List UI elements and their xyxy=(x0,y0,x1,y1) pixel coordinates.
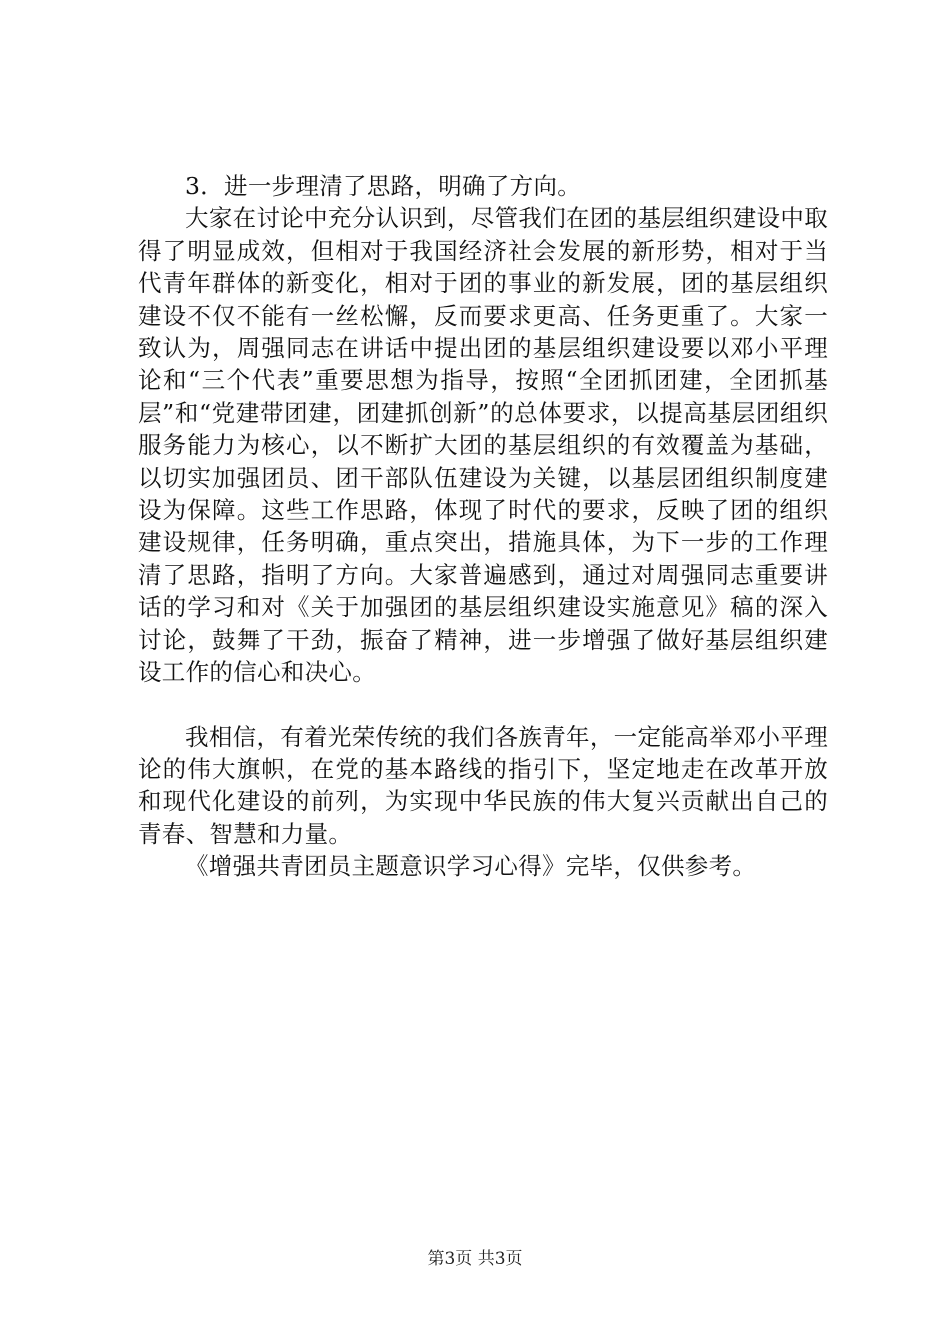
document-body xyxy=(138,170,828,883)
section-heading: 3．进一步理清了思路，明确了方向。 xyxy=(185,172,582,200)
paragraph-discussion: 大家在讨论中充分认识到，尽管我们在团的基层组织建设中取得了明显成效，但相对于我国经济社会发展的新形势，相对于当代青年群体的新变化，相对于团的事业的新发展，团的基层组织建设不仅不能有一丝松懈，反而要求更高、任务更重了。大家一致认为，周强同志在讲话中提出团的基层组织建设要以邓小平理论和“三个代表”重要思想为指导，按照“全团抓团建，全团抓基层”和“党建带团建，团建抓创新”的总体要求，以提高基层团组织服务能力为核心，以不断扩大团的基层组织的有效覆盖为基础，以切实加强团员、团干部队伍建设为关键，以基层团组织制度建设为保障。这些工作思路，体现了时代的要求，反映了团的组织建设规律，任务明确，重点突出，措施具体，为下一步的工作理清了思路，指明了方向。大家普遍感到，通过对周强同志重要讲话的学习和对《关于加强团的基层组织建设实施意见》稿的深入讨论，鼓舞了干劲，振奋了精神，进一步增强了做好基层组织建设工作的信心和决心。 xyxy=(138,204,828,687)
paragraph-closing-note: 《增强共青团员主题意识学习心得》完毕，仅供参考。 xyxy=(185,852,757,881)
paragraph-belief: 我相信，有着光荣传统的我们各族青年，一定能高举邓小平理论的伟大旗帜，在党的基本路线的指引下，坚定地走在改革开放和现代化建设的前列，为实现中华民族的伟大复兴贡献出自己的青春、智慧和力量。 xyxy=(138,722,828,848)
page-number-footer: 第3页 共3页 xyxy=(427,1249,523,1269)
